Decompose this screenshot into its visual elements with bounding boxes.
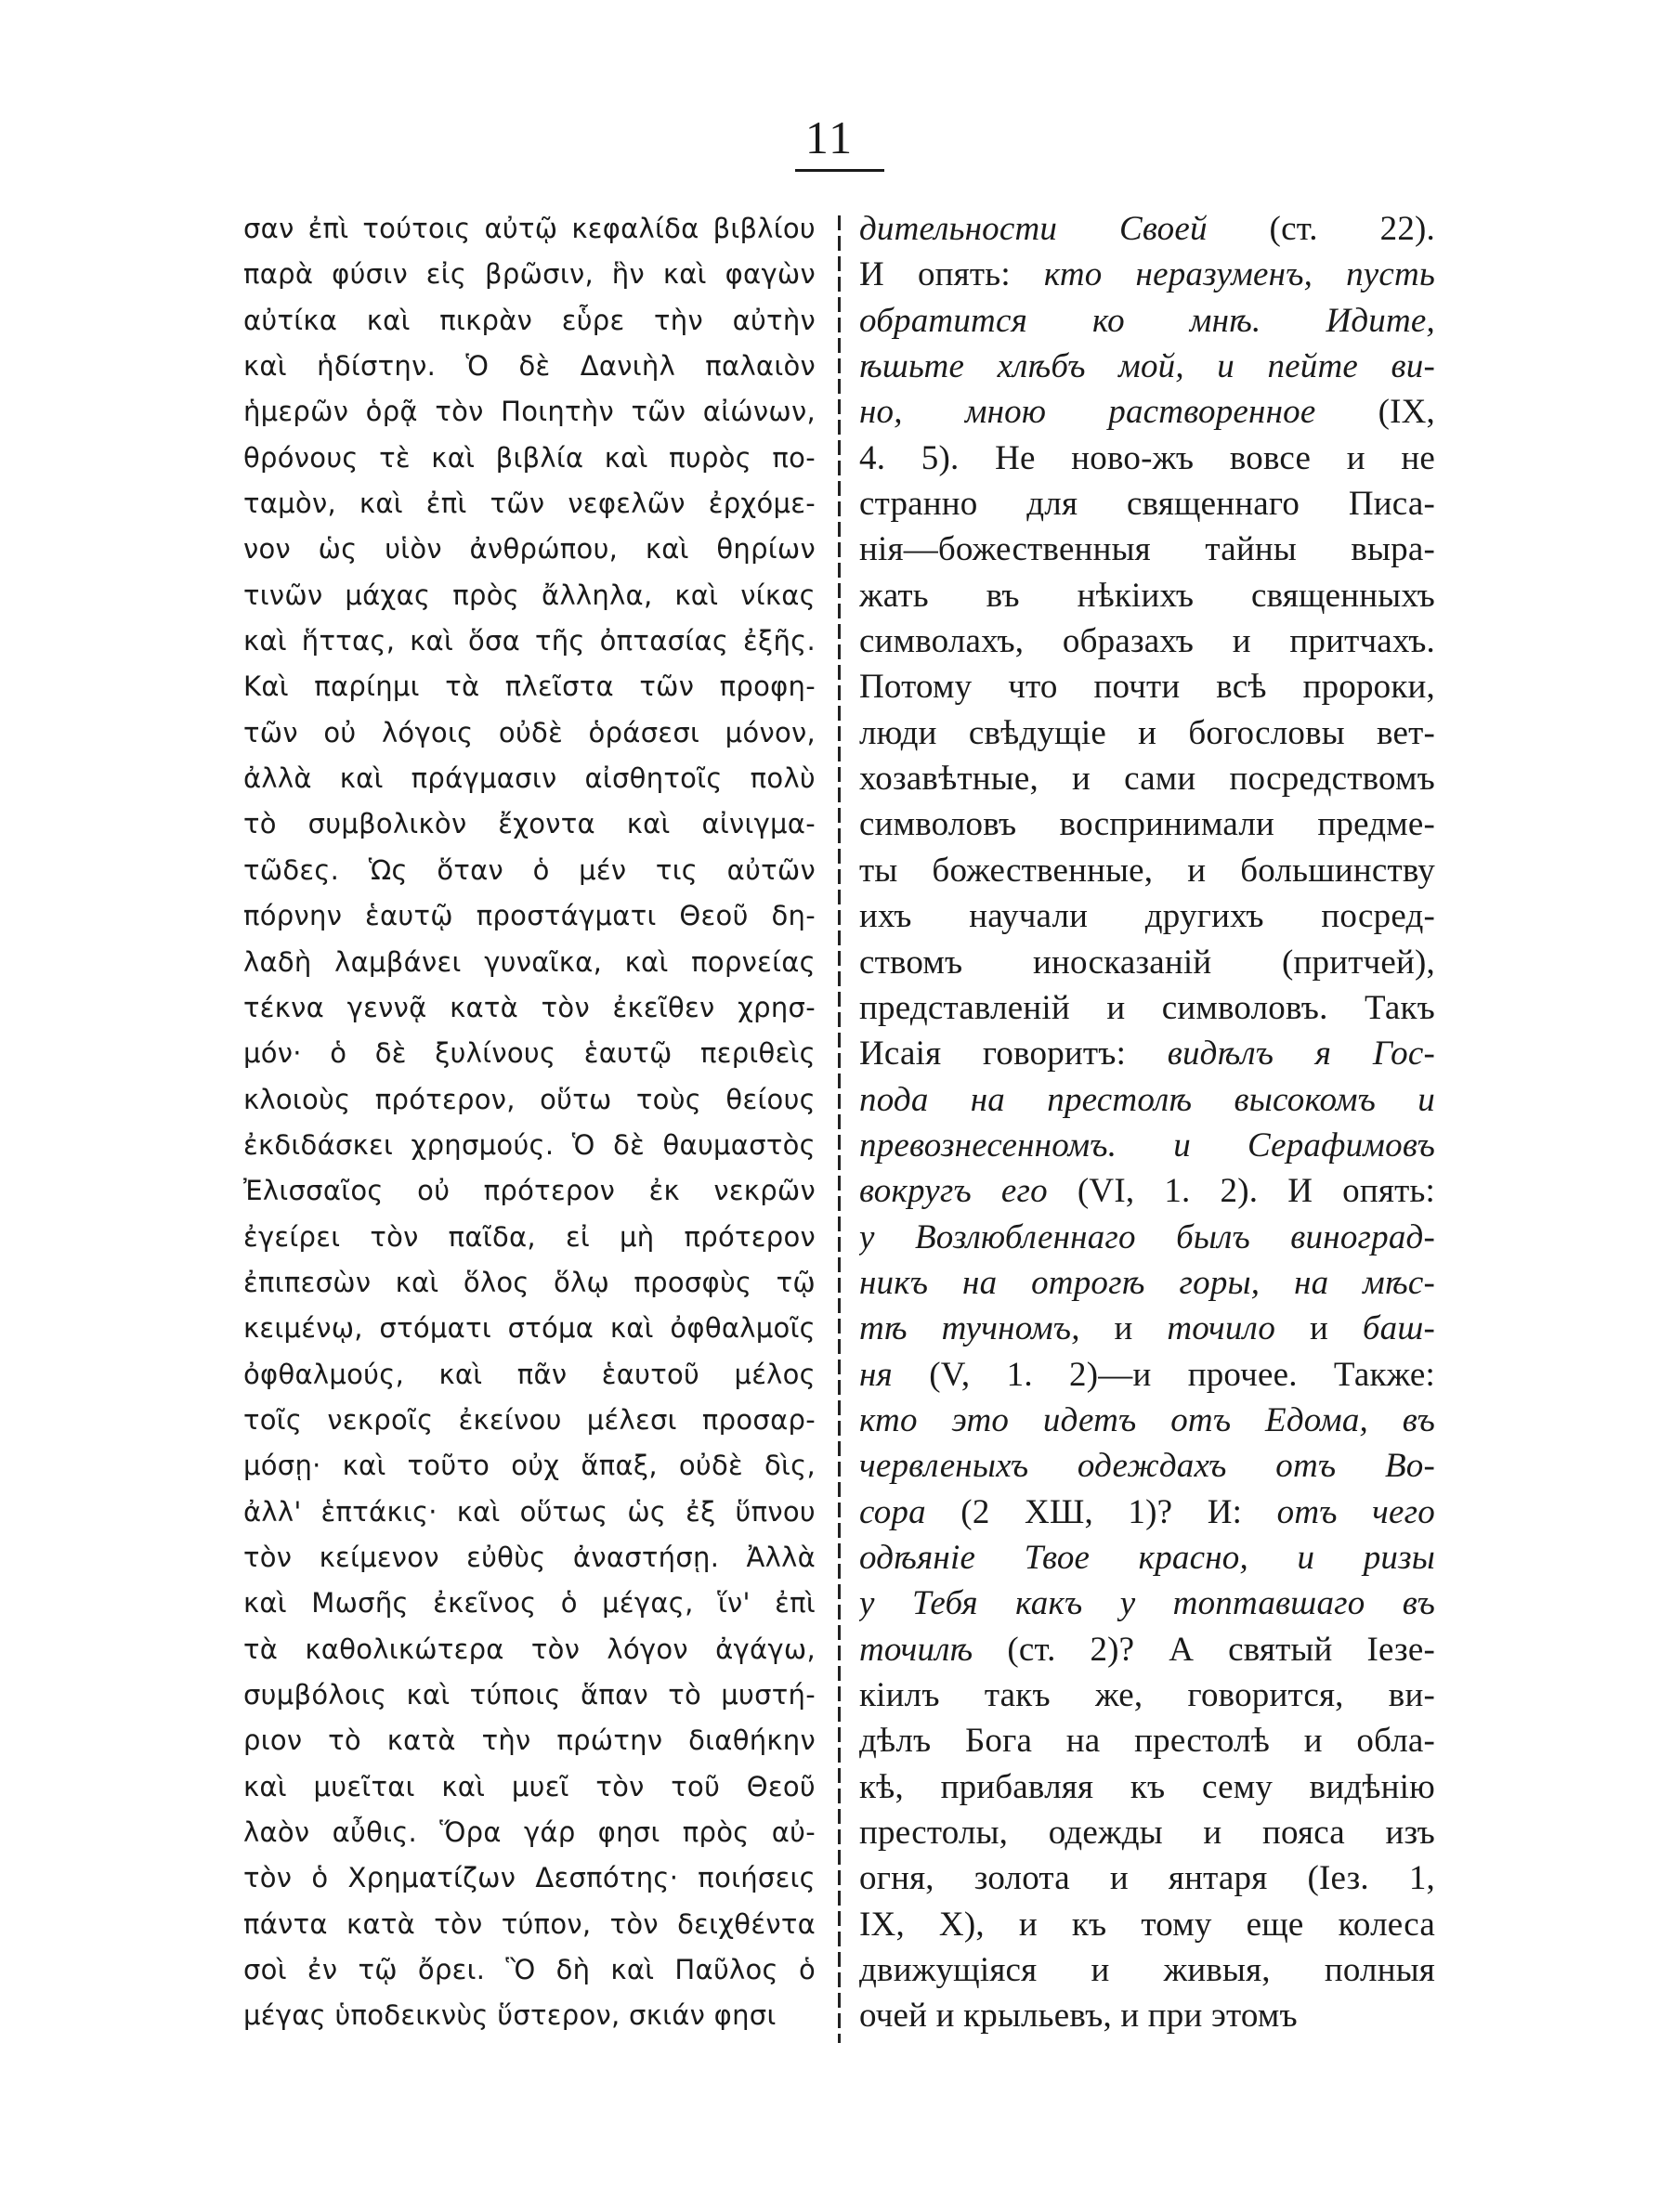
- greek-text-line: τὰ καθολικώτερα τὸν λόγον ἀγάγω,: [243, 1633, 816, 1665]
- text-segment: престолы, одежды и пояса изъ: [859, 1814, 1435, 1853]
- greek-text-line: καὶ μυεῖται καὶ μυεῖ τὸν τοῦ Θεοῦ: [243, 1770, 816, 1802]
- russian-text-line: [859, 1077, 1435, 1123]
- italic-text-segment: у Возлюбленнаго былъ виноград-: [859, 1217, 1435, 1256]
- text-segment: ствомъ иносказаній (притчей),: [859, 943, 1435, 982]
- text-segment: очей и крыльевъ, и при этомъ: [859, 1997, 1298, 2036]
- greek-text-line: λαδὴ λαμβάνει γυναῖκα, καὶ πορνείας: [243, 945, 816, 978]
- italic-text-segment: обратится ко мнѣ. Идите,: [859, 301, 1435, 340]
- greek-text-line: θρόνους τὲ καὶ βιβλία καὶ πυρὸς πο-: [243, 441, 816, 474]
- greek-text-line: λαὸν αὖθις. Ὅρα γάρ φησι πρὸς αὐ-: [243, 1816, 816, 1849]
- greek-text-line: ταμὸν, καὶ ἐπὶ τῶν νεφελῶν ἐρχόμε-: [243, 488, 816, 520]
- text-segment: огня, золота и янтаря (Іез. 1,: [859, 1859, 1435, 1898]
- text-segment: (V, 1. 2)—и прочее. Также:: [892, 1355, 1435, 1394]
- text-segment: представленій и символовъ. Такъ: [859, 988, 1435, 1027]
- text-segment: И опять:: [859, 255, 1044, 294]
- text-segment: Исаія говоритъ:: [859, 1034, 1168, 1073]
- greek-text-line: τῶδες. Ὡς ὅταν ὁ μέν τις αὐτῶν: [243, 853, 816, 886]
- greek-text-line: τὸ συμβολικὸν ἔχοντα καὶ αἰνιγμα-: [243, 808, 816, 840]
- italic-text-segment: одѣяніе Твое красно, и ризы: [859, 1538, 1435, 1577]
- greek-text-line: κλοιοὺς πρότερον, οὕτω τοὺς θείους: [243, 1083, 816, 1115]
- greek-text-line: ριον τὸ κατὰ τὴν πρώτην διαθήκην: [243, 1724, 816, 1757]
- greek-text-line: μόσῃ· καὶ τοῦτο οὐχ ἅπαξ, οὐδὲ δὶς,: [243, 1450, 816, 1482]
- italic-text-segment: червленыхъ одеждахъ отъ Во-: [859, 1447, 1435, 1486]
- text-segment: ты божественные, и большинству: [859, 851, 1435, 890]
- greek-text-line: ἐγείρει τὸν παῖδα, εἰ μὴ πρότερον: [243, 1220, 816, 1253]
- greek-text-line: Ἐλισσαῖος οὐ πρότερον ἐκ νεκρῶν: [243, 1175, 816, 1207]
- greek-text-line: ἀλλ' ἑπτάκις· καὶ οὕτως ὡς ἐξ ὕπνου: [243, 1495, 816, 1528]
- italic-text-segment: кто это идетъ отъ Едома, въ: [859, 1400, 1435, 1439]
- greek-text-line: ἐκδιδάσκει χρησμούς. Ὁ δὲ θαυμαστὸς: [243, 1128, 816, 1161]
- text-segment: жать въ нѣкіихъ священныхъ: [859, 576, 1435, 615]
- greek-text-line: κειμένῳ, στόματι στόμα καὶ ὀφθαλμοῖς: [243, 1312, 816, 1345]
- text-segment: и: [1275, 1309, 1363, 1348]
- russian-text-line: [859, 344, 1435, 389]
- russian-text-line: [859, 298, 1435, 344]
- text-segment: ихъ научали другихъ посред-: [859, 897, 1435, 936]
- russian-text-line: [859, 1535, 1435, 1581]
- greek-text-line: τῶν οὐ λόγοις οὐδὲ ὁράσεσι μόνον,: [243, 716, 816, 748]
- greek-text-line: νον ὡς υἱὸν ἀνθρώπου, καὶ θηρίων: [243, 533, 816, 566]
- text-segment: нія—божественныя тайны выра-: [859, 530, 1435, 569]
- italic-text-segment: превознесенномъ. и Серафимовъ: [859, 1126, 1435, 1165]
- russian-text-line: [859, 1947, 1435, 1993]
- russian-text-line: [859, 1260, 1435, 1306]
- greek-text-line: τοῖς νεκροῖς ἐκείνου μέλεσι προσαρ-: [243, 1403, 816, 1436]
- russian-text-line: [859, 848, 1435, 893]
- russian-text-line: [859, 1352, 1435, 1398]
- italic-text-segment: кто неразуменъ, пусть: [1043, 255, 1435, 294]
- text-segment: (VI, 1. 2). И опять:: [1047, 1172, 1435, 1211]
- russian-text-line: [859, 481, 1435, 527]
- greek-text-line: ἀλλὰ καὶ πράγμασιν αἰσθητοῖς πολὺ: [243, 762, 816, 795]
- greek-text-line: τὸν κείμενον εὐθὺς ἀναστήσῃ. Ἀλλὰ: [243, 1541, 816, 1573]
- italic-text-segment: но, мною растворенное: [859, 393, 1316, 432]
- greek-text-line: Καὶ παρίημι τὰ πλεῖστα τῶν προφη-: [243, 670, 816, 703]
- text-segment: IX, X), и къ тому еще колеса: [859, 1905, 1435, 1944]
- russian-text-column: [859, 206, 1435, 2039]
- greek-text-line: πόρνην ἑαυτῷ προστάγματι Θεοῦ δη-: [243, 900, 816, 932]
- russian-text-line: [859, 1490, 1435, 1535]
- russian-text-line: [859, 756, 1435, 801]
- greek-text-line: καὶ Μωσῆς ἐκεῖνος ὁ μέγας, ἵν' ἐπὶ: [243, 1587, 816, 1620]
- italic-text-segment: пода на престолѣ высокомъ и: [859, 1080, 1435, 1119]
- italic-text-segment: тѣ тучномъ,: [859, 1309, 1080, 1348]
- text-segment: (ст. 2)? А святый Іезе-: [973, 1630, 1435, 1669]
- text-segment: Потому что почти всѣ пророки,: [859, 668, 1435, 707]
- italic-text-segment: дительности Своей: [859, 210, 1208, 248]
- russian-text-line: [859, 389, 1435, 435]
- russian-text-line: [859, 1764, 1435, 1810]
- russian-text-line: [859, 252, 1435, 297]
- greek-text-column: [243, 206, 816, 2039]
- russian-text-line: [859, 1398, 1435, 1443]
- italic-text-segment: у Тебя какъ у топтавшаго въ: [859, 1584, 1435, 1623]
- text-segment: кѣ, прибавляя къ сему видѣнію: [859, 1767, 1435, 1806]
- italic-text-segment: никъ на отрогѣ горы, на мѣс-: [859, 1263, 1435, 1302]
- text-segment: символахъ, образахъ и притчахъ.: [859, 622, 1435, 661]
- russian-text-line: [859, 1123, 1435, 1168]
- greek-text-line: σοὶ ἐν τῷ ὄρει. Ὃ δὴ καὶ Παῦλος ὁ: [243, 1954, 816, 1986]
- russian-text-line: [859, 618, 1435, 664]
- russian-text-line: [859, 1031, 1435, 1076]
- italic-text-segment: баш-: [1362, 1309, 1435, 1348]
- greek-text-line: τέκνα γεννᾷ κατὰ τὸν ἐκεῖθεν χρησ-: [243, 991, 816, 1023]
- text-segment: люди свѣдущіе и богословы вет-: [859, 713, 1435, 752]
- greek-text-line: πάντα κατὰ τὸν τύπον, τὸν δειχθέντα: [243, 1907, 816, 1940]
- text-segment: (IX,: [1315, 393, 1435, 432]
- russian-text-line: [859, 801, 1435, 847]
- russian-text-line: [859, 664, 1435, 709]
- russian-text-line: [859, 710, 1435, 756]
- greek-text-line: παρὰ φύσιν εἰς βρῶσιν, ἣν καὶ φαγὼν: [243, 258, 816, 291]
- greek-text-line: ὀφθαλμούς, καὶ πᾶν ἑαυτοῦ μέλος: [243, 1358, 816, 1390]
- greek-text-line: μόν· ὁ δὲ ξυλίνους ἑαυτῷ περιθεὶς: [243, 1037, 816, 1070]
- greek-text-line: αὐτίκα καὶ πικρὰν εὗρε τὴν αὐτὴν: [243, 304, 816, 336]
- russian-text-line: [859, 1810, 1435, 1855]
- greek-text-line: τινῶν μάχας πρὸς ἄλληλα, καὶ νίκας: [243, 579, 816, 611]
- italic-text-segment: ня: [859, 1355, 893, 1394]
- russian-text-line: [859, 206, 1435, 252]
- text-segment: (2 ХШ, 1)? И:: [925, 1492, 1277, 1531]
- text-segment: (ст. 22).: [1207, 210, 1435, 248]
- russian-text-line: [859, 1672, 1435, 1718]
- text-segment: странно для священнаго Писа-: [859, 485, 1435, 524]
- russian-text-line: [859, 1215, 1435, 1260]
- greek-text-line: συμβόλοις καὶ τύποις ἅπαν τὸ μυστή-: [243, 1679, 816, 1711]
- russian-text-line: [859, 1627, 1435, 1672]
- russian-text-line: [859, 1855, 1435, 1901]
- greek-text-line: σαν ἐπὶ τούτοις αὐτῷ κεφαλίδα βιβλίου: [243, 213, 816, 244]
- russian-text-line: [859, 1168, 1435, 1214]
- text-segment: движущіяся и живыя, полныя: [859, 1951, 1435, 1990]
- column-divider: [838, 215, 841, 2043]
- italic-text-segment: отъ чего: [1276, 1492, 1435, 1531]
- text-segment: и: [1079, 1309, 1168, 1348]
- russian-text-line: [859, 573, 1435, 618]
- text-segment: дѣлъ Бога на престолѣ и обла-: [859, 1722, 1435, 1761]
- text-segment: хозавѣтные, и сами посредствомъ: [859, 760, 1435, 799]
- russian-text-line: [859, 1443, 1435, 1489]
- russian-text-line: [859, 940, 1435, 985]
- russian-text-line: [859, 1306, 1435, 1351]
- russian-text-line: [859, 985, 1435, 1031]
- greek-text-line: μέγας ὑποδεικνὺς ὕστερον, σκιάν φησι: [243, 1999, 777, 2032]
- italic-text-segment: точило: [1167, 1309, 1276, 1348]
- italic-text-segment: ѣшьте хлѣбъ мой, и пейте ви-: [859, 347, 1435, 386]
- italic-text-segment: вокругъ его: [859, 1172, 1048, 1211]
- russian-text-line: [859, 1718, 1435, 1763]
- italic-text-segment: точилѣ: [859, 1630, 973, 1669]
- russian-text-line: [859, 1993, 1435, 2038]
- greek-text-line: καὶ ἥττας, καὶ ὅσα τῆς ὀπτασίας ἐξῆς.: [243, 625, 816, 657]
- text-segment: символовъ воспринимали предме-: [859, 805, 1435, 844]
- text-segment: 4. 5). Не ново-жъ вовсе и не: [859, 438, 1435, 477]
- russian-text-line: [859, 1902, 1435, 1947]
- page-number-rule: [795, 169, 884, 172]
- russian-text-line: [859, 893, 1435, 939]
- greek-text-line: ἐπιπεσὼν καὶ ὅλος ὅλῳ προσφὺς τῷ: [243, 1266, 816, 1298]
- italic-text-segment: видѣлъ я Гос-: [1167, 1034, 1435, 1073]
- greek-text-line: ἡμερῶν ὁρᾷ τὸν Ποιητὴν τῶν αἰώνων,: [243, 396, 816, 428]
- page-number: 11: [804, 111, 855, 163]
- russian-text-line: [859, 527, 1435, 572]
- greek-text-line: τὸν ὁ Χρηματίζων Δεσπότης· ποιήσεις: [243, 1862, 816, 1894]
- russian-text-line: [859, 1581, 1435, 1626]
- italic-text-segment: сора: [859, 1492, 926, 1531]
- text-segment: кіилъ такъ же, говорится, ви-: [859, 1676, 1435, 1714]
- greek-text-line: καὶ ἡδίστην. Ὁ δὲ Δανιὴλ παλαιὸν: [243, 350, 816, 383]
- russian-text-line: [859, 436, 1435, 481]
